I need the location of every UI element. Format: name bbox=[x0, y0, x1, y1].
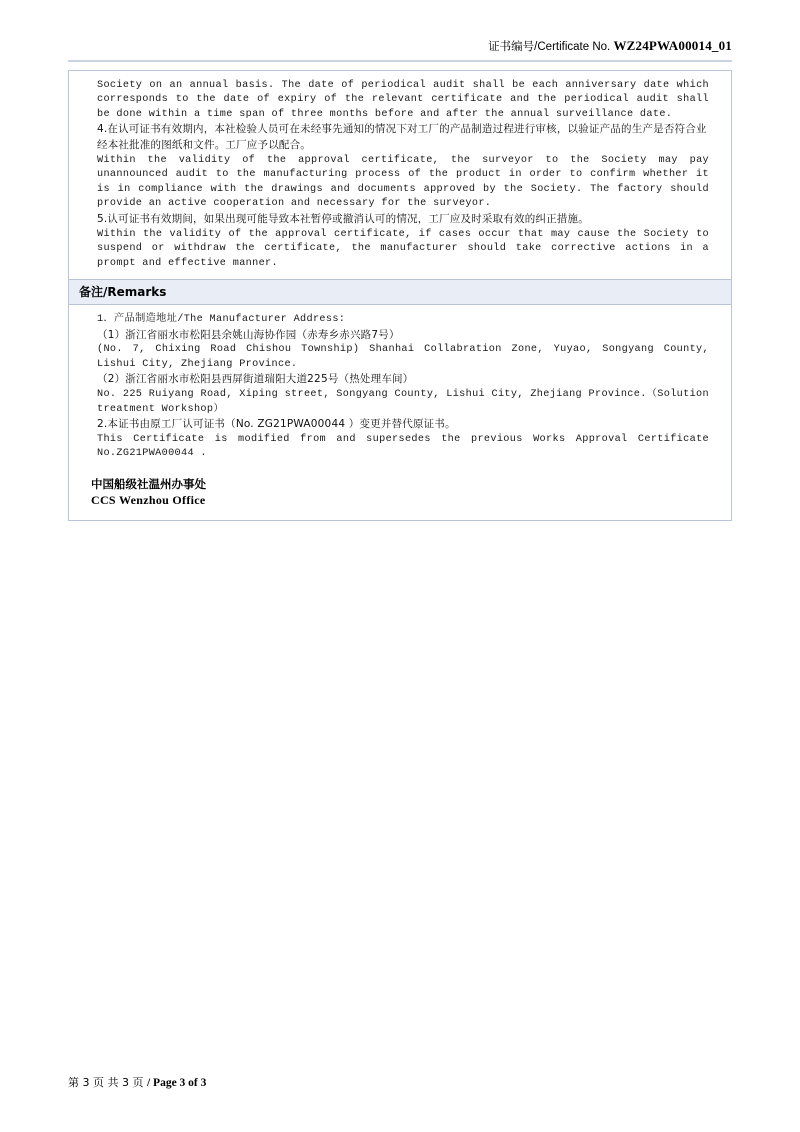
paragraph-en-3-cont: Society on an annual basis. The date of periodical audit shall be each anniversary date which corresponds to the date of expiry of the relevant certificate and the periodical audit shall be done within a time span of three months before and after the annual surveillance date. bbox=[97, 80, 709, 120]
remarks-content bbox=[69, 305, 731, 472]
paragraph-en-4: Within the validity of the approval certificate, the surveyor to the Society may pay unannounced audit to the manufacturing process of the product in order to confirm whether it is in compliance with the drawings and documents approved by the Society. The factory should provide an active cooperation and necessary for the surveyor. bbox=[97, 154, 709, 210]
certificate-no-label: 证书编号/Certificate No. bbox=[488, 41, 611, 53]
paragraph-cn-5: 5.认可证书有效期间，如果出现可能导致本社暂停或撤消认可的情况，工厂应及时采取有效的纠正措施。 bbox=[97, 212, 589, 225]
remarks-section-title: 备注/Remarks bbox=[69, 279, 731, 305]
paragraph-cn-4: 4.在认可证书有效期内，本社检验人员可在未经事先通知的情况下对工厂的产品制造过程进行审核，以验证产品的生产是否符合业经本社批准的图纸和文件。工厂应予以配合。 bbox=[97, 123, 707, 152]
footer-page-en: / Page 3 of 3 bbox=[146, 1077, 207, 1089]
remarks-line-7: This Certificate is modified from and supersedes the previous Works Approval Certificate No.ZG21PWA00044 . bbox=[97, 433, 709, 460]
page-header bbox=[68, 38, 732, 54]
remarks-line-4: （2）浙江省丽水市松阳县西屏街道瑞阳大道225号（热处理车间） bbox=[97, 373, 414, 386]
document-body bbox=[68, 70, 732, 521]
remarks-line-1: 1．产品制造地址/The Manufacturer Address: bbox=[97, 314, 346, 326]
page-footer bbox=[68, 1074, 732, 1090]
footer-page-cn: 第 3 页 共 3 页 bbox=[68, 1076, 144, 1089]
header-divider bbox=[68, 60, 732, 62]
issuing-office bbox=[69, 472, 731, 520]
remarks-line-5: No. 225 Ruiyang Road, Xiping street, Songyang County, Lishui City, Zhejiang Province.（Solution treatment Workshop） bbox=[97, 389, 709, 415]
remarks-line-3: (No. 7, Chixing Road Chishou Township) Shanhai Collabration Zone, Yuyao, Songyang County, Lishui City, Zhejiang Province. bbox=[97, 344, 709, 370]
certificate-no-value: WZ24PWA00014_01 bbox=[613, 38, 732, 53]
remarks-line-6: 2.本证书由原工厂认可证书（No. ZG21PWA00044 ）变更并替代原证书。 bbox=[97, 418, 456, 431]
paragraph-en-5: Within the validity of the approval certificate, if cases occur that may cause the Society to suspend or withdraw the certificate, the manufacturer should take corrective actions in a prompt and effective manner. bbox=[97, 228, 709, 269]
issuing-office-en: CCS Wenzhou Office bbox=[91, 493, 206, 508]
issuing-office-cn: 中国船级社温州办事处 bbox=[91, 476, 206, 491]
continuation-paragraphs bbox=[69, 71, 731, 279]
remarks-line-2: （1）浙江省丽水市松阳县余姚山海协作园（赤寿乡赤兴路7号） bbox=[97, 328, 400, 341]
